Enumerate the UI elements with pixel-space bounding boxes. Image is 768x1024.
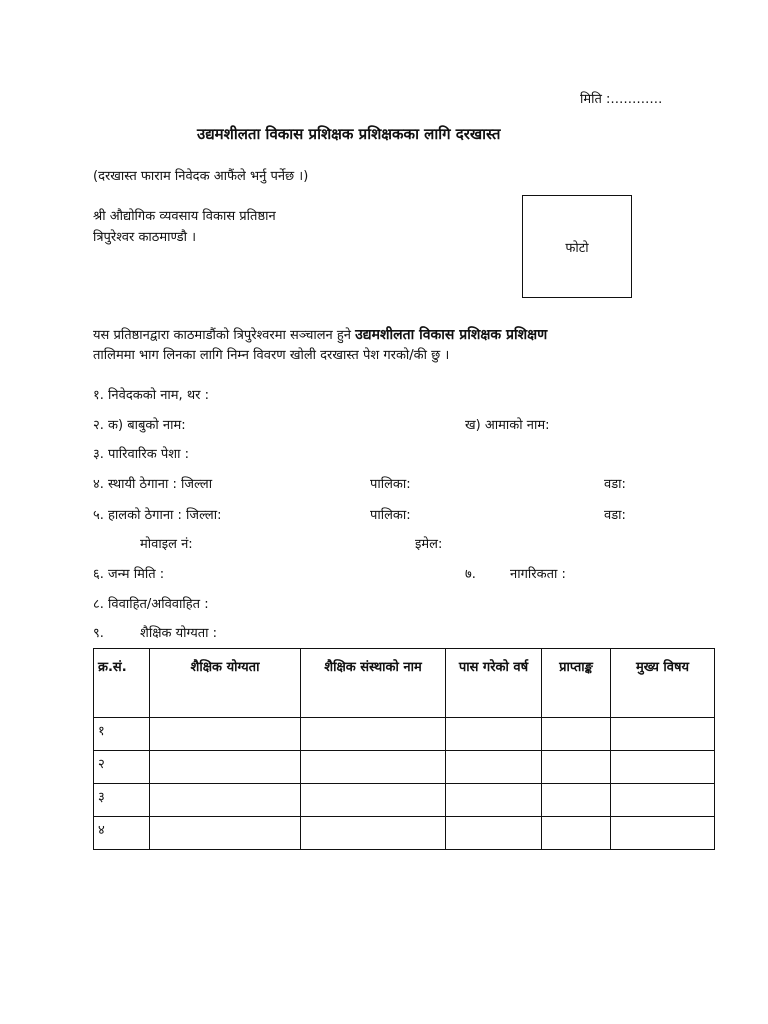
field-mobile: मोवाइल नं: <box>140 537 193 552</box>
field-marital-status: ८. विवाहित/अविवाहित : <box>93 597 209 612</box>
intro-bold-text: उद्यमशीलता विकास प्रशिक्षक प्रशिक्षण <box>355 327 548 343</box>
form-title: उद्यमशीलता विकास प्रशिक्षक प्रशिक्षकका लागि दरखास्त <box>197 125 501 143</box>
field-current-palika: पालिका: <box>370 508 411 523</box>
photo-box[interactable] <box>522 195 632 298</box>
cell-marks[interactable] <box>542 784 611 817</box>
header-pass-year: पास गरेको वर्ष <box>446 649 542 718</box>
cell-main-subject[interactable] <box>611 718 715 751</box>
cell-pass-year[interactable] <box>446 751 542 784</box>
cell-qualification[interactable] <box>150 751 301 784</box>
row-serial: ४ <box>94 817 150 850</box>
field-permanent-ward: वडा: <box>604 477 626 492</box>
field-current-ward: वडा: <box>604 508 626 523</box>
field-applicant-name: १. निवेदकको नाम, थर : <box>93 388 209 403</box>
cell-institution[interactable] <box>301 751 446 784</box>
field-education-number: ९. <box>93 626 104 641</box>
row-serial: १ <box>94 718 150 751</box>
header-qualification: शैक्षिक योग्यता <box>150 649 301 718</box>
date-label: मिति :………… <box>580 92 663 107</box>
field-citizenship-number: ७. <box>465 567 476 582</box>
photo-label: फोटो <box>565 241 589 256</box>
cell-institution[interactable] <box>301 718 446 751</box>
fill-note: (दरखास्त फाराम निवेदक आफैंले भर्नु पर्नेछ ।) <box>93 169 309 184</box>
cell-qualification[interactable] <box>150 817 301 850</box>
address-line-1: श्री औद्योगिक व्यवसाय विकास प्रतिष्ठान <box>93 209 276 224</box>
intro-text: यस प्रतिष्ठानद्वारा काठमाडौंको त्रिपुरेश्वरमा सञ्चालन हुने <box>93 328 356 343</box>
cell-qualification[interactable] <box>150 718 301 751</box>
education-table <box>93 648 715 850</box>
header-serial: क्र.सं. <box>94 649 150 718</box>
table-row <box>94 784 715 817</box>
field-dob: ६. जन्म मिति : <box>93 567 165 582</box>
field-education: शैक्षिक योग्यता : <box>140 626 218 641</box>
field-mother-name: ख) आमाको नाम: <box>465 418 550 433</box>
cell-institution[interactable] <box>301 784 446 817</box>
cell-pass-year[interactable] <box>446 718 542 751</box>
field-current-district: ५. हालको ठेगाना : जिल्ला: <box>93 508 222 523</box>
row-serial: २ <box>94 751 150 784</box>
field-occupation: ३. पारिवारिक पेशा : <box>93 447 189 462</box>
field-citizenship: नागरिकता : <box>510 567 566 582</box>
cell-main-subject[interactable] <box>611 817 715 850</box>
cell-marks[interactable] <box>542 718 611 751</box>
header-institution: शैक्षिक संस्थाको नाम <box>301 649 446 718</box>
cell-main-subject[interactable] <box>611 784 715 817</box>
cell-institution[interactable] <box>301 817 446 850</box>
field-permanent-district: ४. स्थायी ठेगाना : जिल्ला <box>93 477 213 492</box>
header-marks: प्राप्ताङ्क <box>542 649 611 718</box>
intro-line-2: तालिममा भाग लिनका लागि निम्न विवरण खोली दरखास्त पेश गरको/की छु । <box>93 348 450 363</box>
cell-qualification[interactable] <box>150 784 301 817</box>
field-email: इमेल: <box>415 537 443 552</box>
field-father-name: २. क) बाबुको नाम: <box>93 418 186 433</box>
cell-main-subject[interactable] <box>611 751 715 784</box>
cell-pass-year[interactable] <box>446 784 542 817</box>
table-row <box>94 718 715 751</box>
row-serial: ३ <box>94 784 150 817</box>
table-header-row <box>94 649 715 718</box>
field-permanent-palika: पालिका: <box>370 477 411 492</box>
cell-marks[interactable] <box>542 817 611 850</box>
cell-marks[interactable] <box>542 751 611 784</box>
intro-line-1 <box>93 325 547 344</box>
table-row <box>94 817 715 850</box>
table-row <box>94 751 715 784</box>
address-line-2: त्रिपुरेश्वर काठमाण्डौ । <box>93 230 197 245</box>
cell-pass-year[interactable] <box>446 817 542 850</box>
header-main-subject: मुख्य विषय <box>611 649 715 718</box>
